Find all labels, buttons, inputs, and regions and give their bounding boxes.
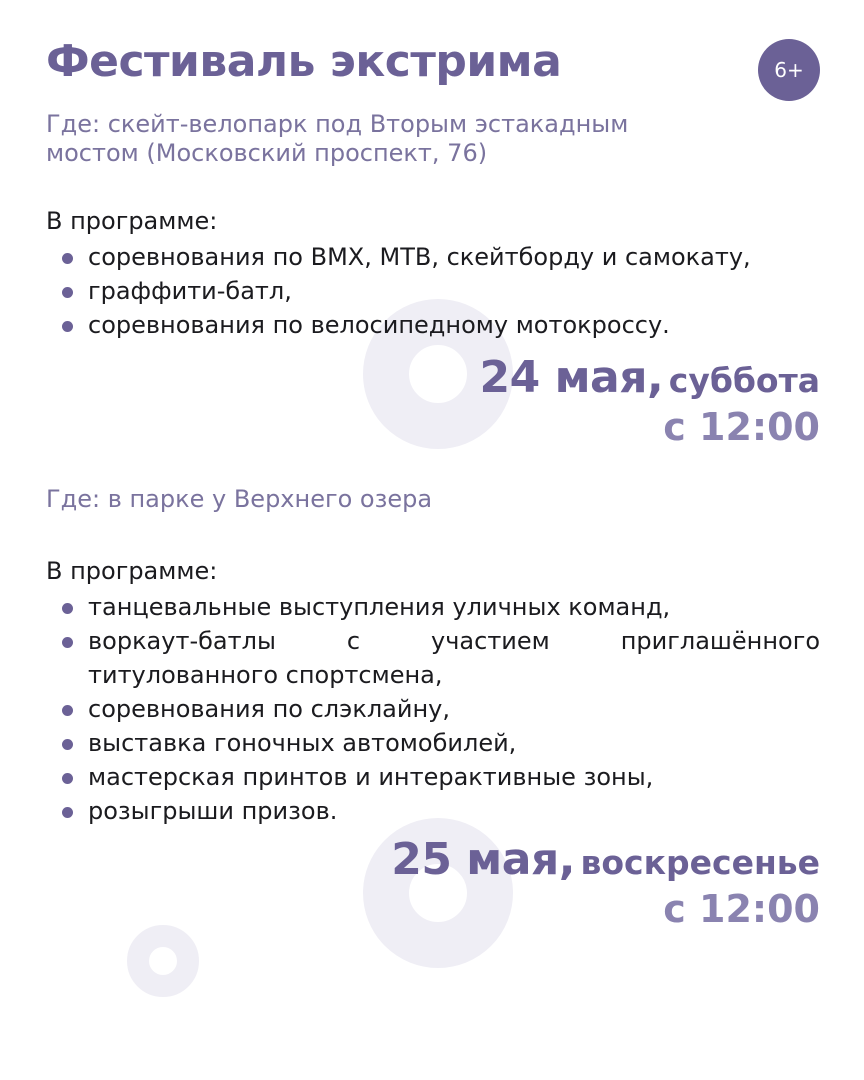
age-rating-badge: 6+ [758, 39, 820, 101]
bullet-icon [62, 807, 73, 818]
list-item-text: соревнования по BMX, MTB, скейтборду и самокату, [88, 243, 751, 271]
decorative-ring-small [127, 925, 199, 997]
list-item-text: воркаут-батлы с участием приглашённого титулованного спортсмена, [88, 627, 820, 689]
list-item [46, 726, 820, 760]
program-list [46, 240, 820, 342]
event-location: Где: скейт-велопарк под Вторым эстакадным мостом (Московский проспект, 76) [46, 110, 629, 167]
bullet-icon [62, 287, 73, 298]
event-weekday: воскресенье [580, 843, 820, 882]
event-date-value: 24 мая, [479, 352, 664, 403]
bullet-icon [62, 705, 73, 716]
list-item-text: танцевальные выступления уличных команд, [88, 593, 671, 621]
event-time: с 12:00 [663, 405, 820, 449]
list-item-text: розыгрыши призов. [88, 797, 338, 825]
bullet-icon [62, 321, 73, 332]
bullet-icon [62, 739, 73, 750]
event-time: с 12:00 [663, 887, 820, 931]
list-item-text: соревнования по велосипедному мотокроссу. [88, 311, 670, 339]
list-item [46, 308, 820, 342]
bullet-icon [62, 773, 73, 784]
list-item [46, 760, 820, 794]
date-line [480, 352, 820, 403]
program-list [46, 590, 820, 828]
page-title: Фестиваль экстрима [46, 36, 562, 87]
event-date-value: 25 мая, [391, 834, 575, 885]
event-location: Где: в парке у Верхнего озера [46, 485, 433, 513]
list-item-text: мастерская принтов и интерактивные зоны, [88, 763, 654, 791]
bullet-icon [62, 253, 73, 264]
list-item [46, 274, 820, 308]
list-item [46, 794, 820, 828]
list-item-text: соревнования по слэклайну, [88, 695, 450, 723]
list-item [46, 624, 820, 692]
list-item-text: граффити-батл, [88, 277, 292, 305]
event-date [391, 834, 820, 931]
date-line [391, 834, 820, 885]
event-weekday: суббота [668, 361, 820, 400]
event-date [480, 352, 820, 449]
list-item-text: выставка гоночных автомобилей, [88, 729, 517, 757]
program-label: В программе: [46, 207, 218, 235]
bullet-icon [62, 637, 73, 648]
list-item [46, 240, 820, 274]
bullet-icon [62, 603, 73, 614]
list-item [46, 590, 820, 624]
list-item [46, 692, 820, 726]
program-label: В программе: [46, 557, 218, 585]
